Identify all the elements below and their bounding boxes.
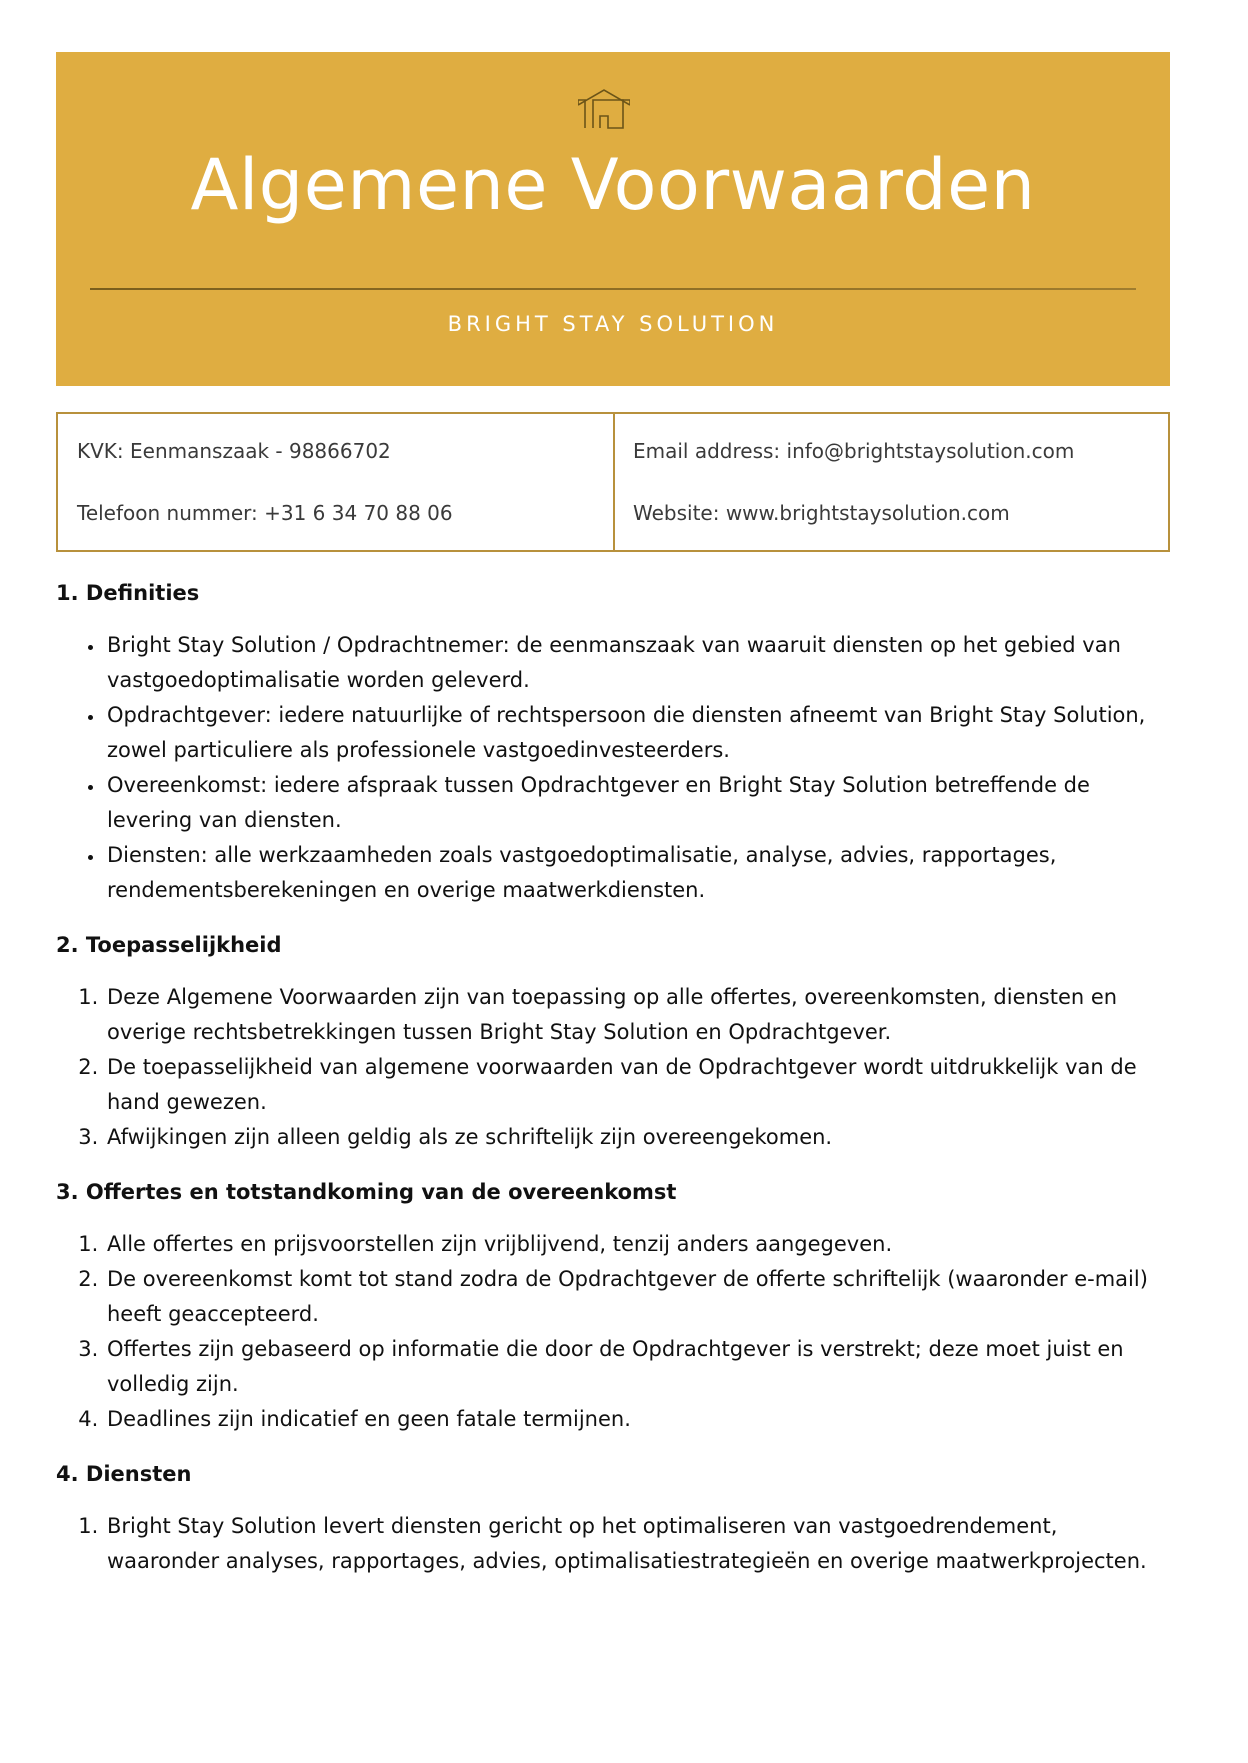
- phone-number: Telefoon nummer: +31 6 34 70 88 06: [77, 501, 453, 525]
- quotes-list: [56, 1227, 1176, 1437]
- list-item: 1. Deze Algemene Voorwaarden zijn van toepassing op alle offertes, overeenkomsten, diensten en overige rechtsbetrekkingen tussen Bright Stay Solution en Opdrachtgever.: [105, 980, 1176, 1050]
- services-list: [56, 1509, 1176, 1579]
- terms-content: [56, 574, 1176, 1597]
- contact-info-left: [58, 414, 615, 550]
- section-heading: 4. Diensten: [56, 1462, 192, 1486]
- definitions-list: [56, 628, 1176, 908]
- email-address[interactable]: Email address: info@brightstaysolution.com: [633, 439, 1075, 463]
- list-item: • Diensten: alle werkzaamheden zoals vastgoedoptimalisatie, analyse, advies, rapportages, rendementsberekeningen en overige maatwerkdiensten.: [105, 838, 1176, 908]
- section-definities: [56, 574, 1176, 908]
- list-item: 2. De toepasselijkheid van algemene voorwaarden van de Opdrachtgever wordt uitdrukkelijk van de hand gewezen.: [105, 1050, 1176, 1120]
- section-heading: 1. Definities: [56, 581, 200, 605]
- section-offertes: [56, 1173, 1176, 1437]
- header-divider: [90, 288, 1136, 290]
- house-icon: [578, 89, 630, 129]
- list-item: 3. Afwijkingen zijn alleen geldig als ze schriftelijk zijn overeengekomen.: [105, 1120, 1176, 1155]
- kvk-number: KVK: Eenmanszaak - 98866702: [77, 439, 391, 463]
- list-item: 4. Deadlines zijn indicatief en geen fatale termijnen.: [105, 1402, 1176, 1437]
- section-heading: 3. Offertes en totstandkoming van de overeenkomst: [56, 1180, 677, 1204]
- header-banner: [56, 52, 1170, 386]
- section-heading: 2. Toepasselijkheid: [56, 933, 282, 957]
- contact-info-box: [56, 412, 1170, 552]
- contact-info-right: [615, 414, 1168, 550]
- list-item: • Overeenkomst: iedere afspraak tussen Opdrachtgever en Bright Stay Solution betreffende de levering van diensten.: [105, 768, 1176, 838]
- list-item: 1. Alle offertes en prijsvoorstellen zijn vrijblijvend, tenzij anders aangegeven.: [105, 1227, 1176, 1262]
- list-item: • Bright Stay Solution / Opdrachtnemer: de eenmanszaak van waaruit diensten op het gebied van vastgoedoptimalisatie worden geleverd.: [105, 628, 1176, 698]
- applicability-list: [56, 980, 1176, 1155]
- list-item: 3. Offertes zijn gebaseerd op informatie die door de Opdrachtgever is verstrekt; deze moet juist en volledig zijn.: [105, 1332, 1176, 1402]
- section-diensten: [56, 1455, 1176, 1579]
- list-item: • Opdrachtgever: iedere natuurlijke of rechtspersoon die diensten afneemt van Bright Stay Solution, zowel particuliere als professionele vastgoedinvesteerders.: [105, 698, 1176, 768]
- company-name: BRIGHT STAY SOLUTION: [447, 312, 779, 336]
- list-item: 2. De overeenkomst komt tot stand zodra de Opdrachtgever de offerte schriftelijk (waaronder e-mail) heeft geaccepteerd.: [105, 1262, 1176, 1332]
- website-link[interactable]: Website: www.brightstaysolution.com: [633, 501, 1010, 525]
- list-item: 1. Bright Stay Solution levert diensten gericht op het optimaliseren van vastgoedrendement, waaronder analyses, rapportages, advies, optimalisatiestrategieën en overige maatwerkprojecten.: [105, 1509, 1176, 1579]
- section-toepasselijkheid: [56, 926, 1176, 1155]
- page-title: Algemene Voorwaarden: [190, 144, 1036, 226]
